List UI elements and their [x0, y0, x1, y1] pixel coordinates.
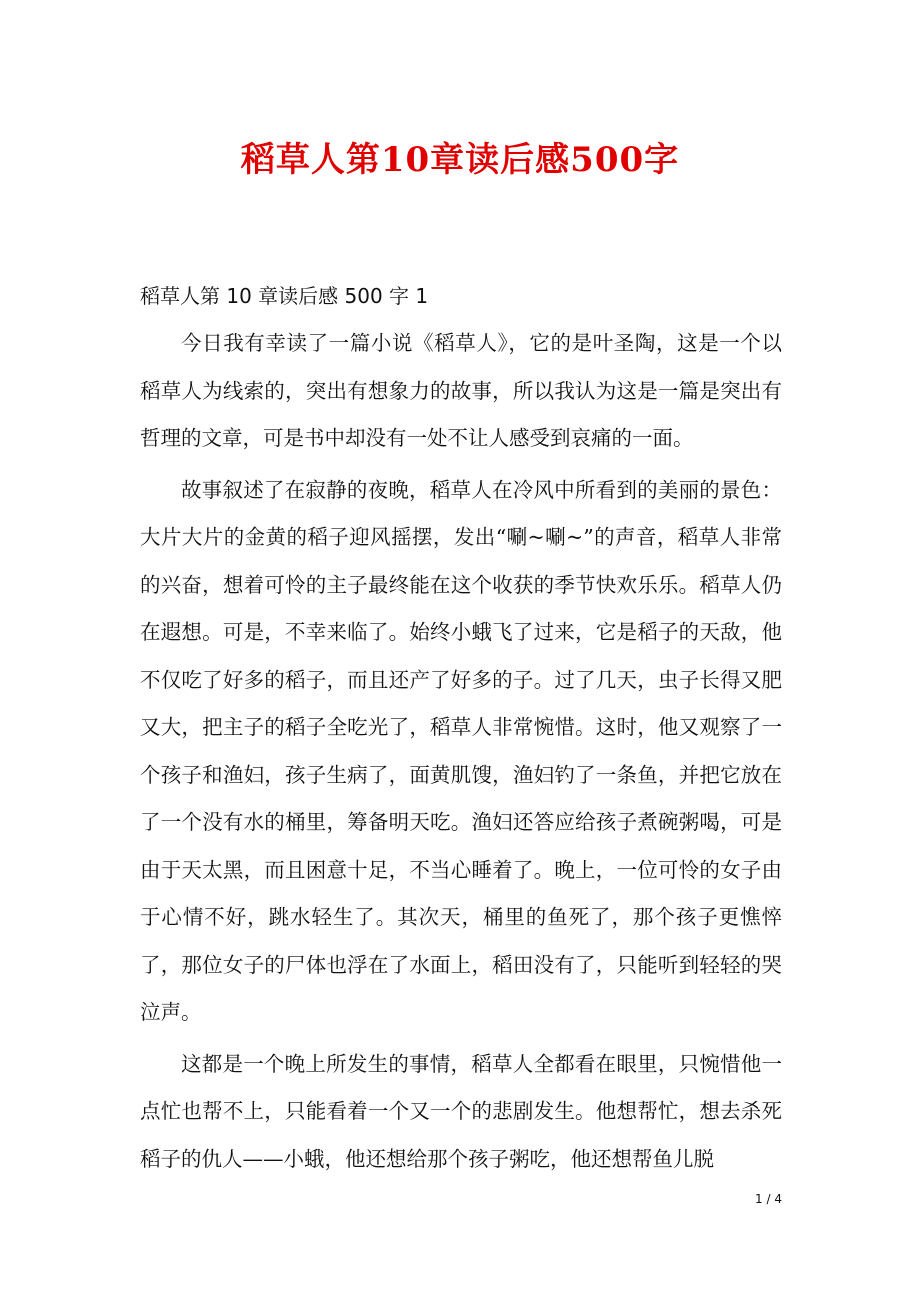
paragraph: 今日我有幸读了一篇小说《稻草人》，它的是叶圣陶，这是一个以稻草人为线索的，突出有想象力的故事，所以我认为这是一篇是突出有哲理的文章，可是书中却没有一处不让人感受到哀痛的一面。 [140, 331, 782, 450]
document-title: 稻草人第10章读后感500字 [240, 140, 680, 180]
document-body [140, 320, 782, 1187]
section-heading: 稻草人第 10 章读后感 500 字 1 [140, 284, 429, 308]
paragraph: 这都是一个晚上所发生的事情，稻草人全都看在眼里，只惋惜他一点忙也帮不上，只能看着一个又一个的悲剧发生。他想帮忙，想去杀死稻子的仇人——小蛾，他还想给那个孩子粥吃，他还想帮鱼儿脱 [140, 1051, 782, 1171]
page-number: 1 / 4 [755, 1192, 782, 1206]
paragraph: 故事叙述了在寂静的夜晚，稻草人在冷风中所看到的美丽的景色：大片大片的金黄的稻子迎风摇摆，发出“唰~唰~”的声音，稻草人非常的兴奋，想着可怜的主子最终能在这个收获的季节快欢乐乐。稻草人仍在遐想。可是，不幸来临了。始终小蛾飞了过来，它是稻子的天敌，他不仅吃了好多的稻子，而且还产了好多的子。过了几天，虫子长得又肥又大，把主子的稻子全吃光了，稻草人非常惋惜。这时，他又观察了一个孩子和渔妇，孩子生病了，面黄肌馊，渔妇钓了一条鱼，并把它放在了一个没有水的桶里，筹备明天吃。渔妇还答应给孩子煮碗粥喝，可是由于天太黑，而且困意十足，不当心睡着了。晚上，一位可怜的女子由于心情不好，跳水轻生了。其次天，桶里的鱼死了，那个孩子更憔悴了，那位女子的尸体也浮在了水面上，稻田没有了，只能听到轻轻的哭泣声。 [140, 477, 782, 1024]
